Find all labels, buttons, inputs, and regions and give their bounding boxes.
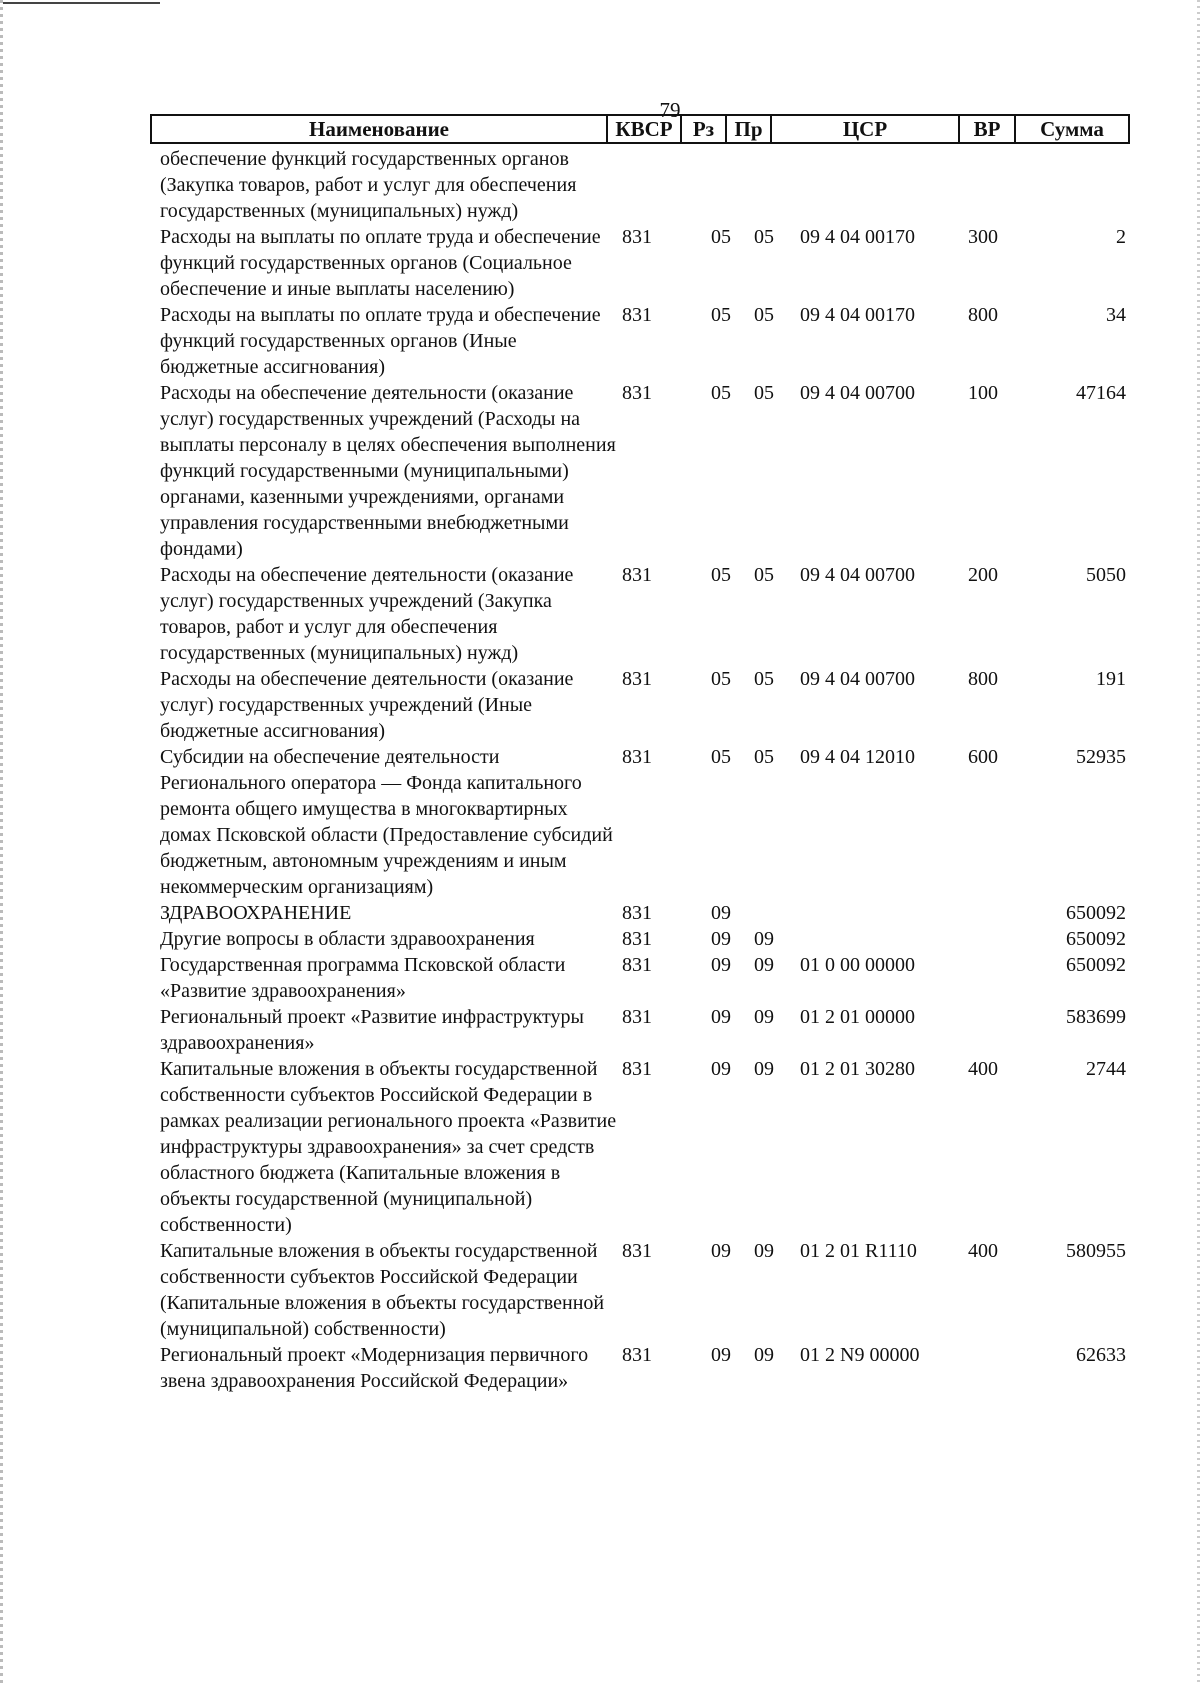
- row-name: Расходы на обеспечение деятельности (оказание услуг) государственных учреждений (Закупка товаров, работ и услуг для обеспечения государственных (муниципальных) нужд): [160, 564, 574, 664]
- row-csr: 09 4 04 00170: [800, 304, 915, 326]
- row-sum: 62633: [1076, 1344, 1126, 1366]
- row-csr: 09 4 04 00700: [800, 382, 915, 404]
- row-rz: 05: [711, 226, 731, 248]
- row-kvsr: 831: [622, 746, 652, 768]
- scan-left-edge: [0, 0, 3, 1686]
- row-vr: [954, 926, 1012, 952]
- row-rz: [700, 146, 742, 224]
- row-sum: 52935: [1076, 746, 1126, 768]
- row-name: Расходы на обеспечение деятельности (оказание услуг) государственных учреждений (Иные бюджетные ассигнования): [160, 668, 574, 742]
- row-pr: 09: [754, 1006, 774, 1028]
- row-sum: 2744: [1086, 1058, 1126, 1080]
- row-csr: 09 4 04 00700: [800, 668, 915, 690]
- row-sum: 650092: [1066, 954, 1126, 976]
- row-rz: 09: [711, 1058, 731, 1080]
- table-row: [160, 900, 1130, 926]
- row-name: Капитальные вложения в объекты государственной собственности субъектов Российской Федерации в рамках реализации регионального проекта «Развитие инфраструктуры здравоохранения» за счет средств областного бюджета (Капитальные вложения в объекты государственной (муниципальной) собственности): [160, 1058, 617, 1236]
- row-csr: 01 2 01 30280: [800, 1058, 915, 1080]
- row-pr: 05: [754, 746, 774, 768]
- row-vr: 600: [968, 746, 998, 768]
- row-sum: 580955: [1066, 1240, 1126, 1262]
- row-rz: 05: [711, 668, 731, 690]
- row-kvsr: 831: [622, 1058, 652, 1080]
- row-pr: 05: [754, 304, 774, 326]
- row-sum: 650092: [1066, 902, 1126, 924]
- row-vr: 300: [968, 226, 998, 248]
- row-csr: 01 2 01 00000: [800, 1006, 915, 1028]
- table-row: [160, 302, 1130, 380]
- row-name: Капитальные вложения в объекты государственной собственности субъектов Российской Федерации (Капитальные вложения в объекты государственной (муниципальной) собственности): [160, 1240, 605, 1340]
- row-rz: 09: [711, 902, 731, 924]
- header-vr: ВР: [960, 116, 1016, 142]
- row-csr: [786, 146, 954, 224]
- row-csr: 09 4 04 12010: [800, 746, 915, 768]
- table-row: [160, 562, 1130, 666]
- row-kvsr: 831: [622, 564, 652, 586]
- row-sum: 5050: [1086, 564, 1126, 586]
- row-pr: 09: [754, 928, 774, 950]
- row-kvsr: 831: [622, 1344, 652, 1366]
- row-name: ЗДРАВООХРАНЕНИЕ: [160, 902, 352, 924]
- row-vr: 100: [968, 382, 998, 404]
- row-csr: 09 4 04 00700: [800, 564, 915, 586]
- row-name: Региональный проект «Развитие инфраструктуры здравоохранения»: [160, 1006, 584, 1054]
- row-rz: 09: [711, 1240, 731, 1262]
- row-name: обеспечение функций государственных органов (Закупка товаров, работ и услуг для обеспечения государственных (муниципальных) нужд): [160, 148, 577, 222]
- row-csr: [786, 900, 954, 926]
- row-name: Субсидии на обеспечение деятельности Регионального оператора — Фонда капитального ремонта общего имущества в многоквартирных домах Псковской области (Предоставление субсидий бюджетным, автономным учреждениям и иным некоммерческим организациям): [160, 746, 613, 898]
- row-csr: [786, 926, 954, 952]
- row-pr: [742, 146, 786, 224]
- table-row: [160, 666, 1130, 744]
- row-sum: 47164: [1076, 382, 1126, 404]
- header-kvsr: КВСР: [608, 116, 682, 142]
- row-csr: 01 2 N9 00000: [800, 1344, 920, 1366]
- row-kvsr: 831: [622, 928, 652, 950]
- table-row: [160, 146, 1130, 224]
- header-rz: Рз: [682, 116, 727, 142]
- row-kvsr: 831: [622, 668, 652, 690]
- row-csr: 01 2 01 R1110: [800, 1240, 917, 1262]
- row-rz: 05: [711, 304, 731, 326]
- header-sum: Сумма: [1040, 116, 1104, 141]
- row-sum: 34: [1106, 304, 1126, 326]
- row-pr: 05: [754, 226, 774, 248]
- row-sum: 2: [1116, 226, 1126, 248]
- row-vr: 800: [968, 668, 998, 690]
- table-row: [160, 952, 1130, 1004]
- row-rz: 05: [711, 564, 731, 586]
- header-name: Наименование: [152, 116, 608, 142]
- table-row: [160, 380, 1130, 562]
- table-row: [160, 744, 1130, 900]
- row-rz: 05: [711, 746, 731, 768]
- row-vr: [954, 1004, 1012, 1056]
- row-kvsr: 831: [622, 226, 652, 248]
- row-kvsr: 831: [622, 382, 652, 404]
- row-pr: 09: [754, 1240, 774, 1262]
- table-row: [160, 1238, 1130, 1342]
- row-sum: 583699: [1066, 1006, 1126, 1028]
- row-vr: [954, 146, 1012, 224]
- row-sum: 191: [1096, 668, 1126, 690]
- row-sum: 650092: [1066, 928, 1126, 950]
- row-pr: 09: [754, 1344, 774, 1366]
- table-header: [150, 114, 1130, 144]
- row-sum: [1012, 146, 1130, 224]
- scan-artifact-line: [0, 2, 160, 4]
- page-number: 79: [659, 98, 681, 122]
- table-row: [160, 1004, 1130, 1056]
- row-csr: 09 4 04 00170: [800, 226, 915, 248]
- row-rz: 09: [711, 928, 731, 950]
- table-row: [160, 1342, 1130, 1394]
- row-vr: 200: [968, 564, 998, 586]
- row-pr: 05: [754, 564, 774, 586]
- row-name: Расходы на выплаты по оплате труда и обеспечение функций государственных органов (Иные бюджетные ассигнования): [160, 304, 601, 378]
- row-name: Расходы на выплаты по оплате труда и обеспечение функций государственных органов (Социальное обеспечение и иные выплаты населению): [160, 226, 601, 300]
- row-vr: [954, 900, 1012, 926]
- row-pr: [742, 900, 786, 926]
- table-body: [160, 146, 1130, 1394]
- row-rz: 09: [711, 1344, 731, 1366]
- row-vr: 400: [968, 1240, 998, 1262]
- table-row: [160, 224, 1130, 302]
- row-vr: [954, 1342, 1012, 1394]
- row-kvsr: [620, 146, 700, 224]
- row-vr: 800: [968, 304, 998, 326]
- row-kvsr: 831: [622, 304, 652, 326]
- table-row: [160, 1056, 1130, 1238]
- row-name: Расходы на обеспечение деятельности (оказание услуг) государственных учреждений (Расходы на выплаты персоналу в целях обеспечения выполнения функций государственными (муниципальными) органами, казенными учреждениями, органами управления государственными внебюджетными фондами): [160, 382, 616, 560]
- row-kvsr: 831: [622, 954, 652, 976]
- row-rz: 09: [711, 1006, 731, 1028]
- row-pr: 09: [754, 954, 774, 976]
- row-pr: 09: [754, 1058, 774, 1080]
- row-vr: 400: [968, 1058, 998, 1080]
- row-pr: 05: [754, 668, 774, 690]
- header-csr: ЦСР: [772, 116, 960, 142]
- row-vr: [954, 952, 1012, 1004]
- row-name: Другие вопросы в области здравоохранения: [160, 928, 535, 950]
- row-name: Государственная программа Псковской области «Развитие здравоохранения»: [160, 954, 566, 1002]
- header-pr: Пр: [727, 116, 772, 142]
- row-kvsr: 831: [622, 1240, 652, 1262]
- row-rz: 05: [711, 382, 731, 404]
- row-pr: 05: [754, 382, 774, 404]
- row-kvsr: 831: [622, 1006, 652, 1028]
- row-kvsr: 831: [622, 902, 652, 924]
- row-rz: 09: [711, 954, 731, 976]
- table-row: [160, 926, 1130, 952]
- row-name: Региональный проект «Модернизация первичного звена здравоохранения Российской Федерации»: [160, 1344, 589, 1392]
- row-csr: 01 0 00 00000: [800, 954, 915, 976]
